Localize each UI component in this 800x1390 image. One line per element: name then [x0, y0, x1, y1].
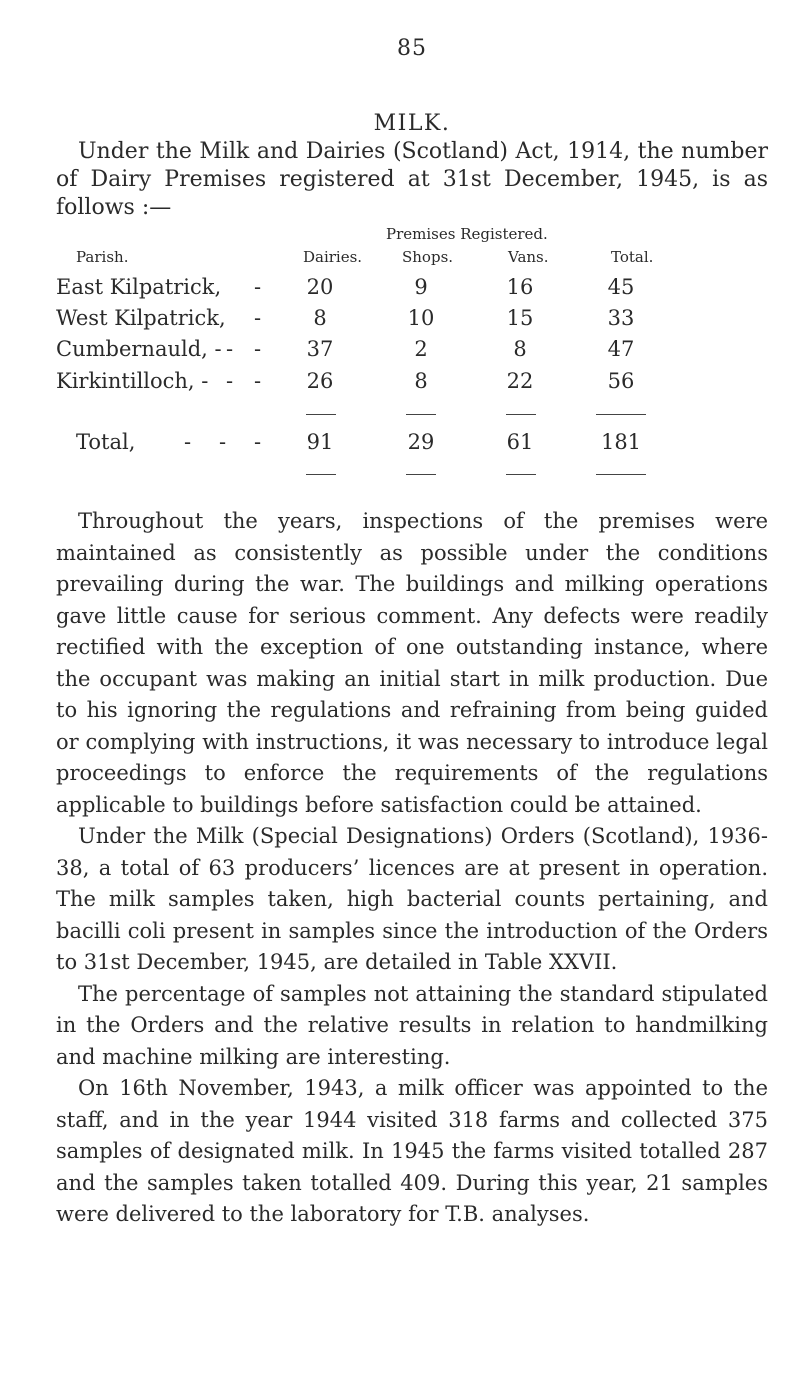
sum-rule [506, 474, 536, 475]
total-total: 181 [600, 430, 642, 454]
cell-shops: 2 [414, 337, 428, 361]
paragraph: Under the Milk (Special Designations) Orders (Scotland), 1936-38, a total of 63 producers’ licences are at present in operation. The milk samples taken, high bacterial counts pertaining, and bacilli coli present in samples since the introduction of the Orders to 31st December, 1945, are detailed in Table XXVII. [56, 824, 768, 974]
table-row [56, 275, 768, 305]
page-number: 85 [397, 36, 427, 61]
cell-dairies: 26 [306, 369, 334, 393]
table-header-total: Total. [611, 248, 654, 266]
total-label: Total, [76, 430, 136, 454]
leader-dash: - [254, 337, 262, 361]
cell-vans: 15 [506, 306, 534, 330]
cell-vans: 22 [506, 369, 534, 393]
sum-rule [406, 474, 436, 475]
intro-paragraph: Under the Milk and Dairies (Scotland) Act, 1914, the number of Dairy Premises registered at 31st December, 1945, is as follows :— [56, 139, 768, 220]
cell-vans: 8 [513, 337, 527, 361]
cell-total: 56 [607, 369, 635, 393]
cell-dairies: 8 [313, 306, 327, 330]
cell-shops: 9 [414, 275, 428, 299]
table-row [56, 337, 768, 367]
table-total-row [56, 430, 768, 460]
table-header-shops: Shops. [402, 248, 454, 266]
leader-dash: - [254, 306, 262, 330]
paragraph: Throughout the years, inspections of the premises were maintained as consistently as possible under the conditions prevailing during the war. The buildings and milking operations gave little cause for serious comment. Any defects were readily rectified with the exception of one outstanding instance, where the occupant was making an initial start in milk production. Due to his ignoring the regulations and refraining from being guided or complying with instructions, it was necessary to introduce legal proceedings to enforce the requirements of the regulations applicable to buildings before satisfaction could be attained. [56, 509, 768, 817]
table-header-parish: Parish. [76, 248, 129, 266]
cell-dairies: 37 [306, 337, 334, 361]
table-row [56, 369, 768, 399]
section-heading: MILK. [373, 111, 451, 136]
table-header-dairies: Dairies. [303, 248, 363, 266]
cell-total: 45 [607, 275, 635, 299]
cell-total: 33 [607, 306, 635, 330]
table-row [56, 306, 768, 336]
cell-vans: 16 [506, 275, 534, 299]
leader-dash: - [226, 337, 234, 361]
parish-name: East Kilpatrick, [56, 275, 222, 299]
table-header-vans: Vans. [508, 248, 549, 266]
body-text [56, 506, 768, 1231]
table-group-header: Premises Registered. [386, 225, 548, 243]
parish-name: West Kilpatrick, [56, 306, 226, 330]
leader-dash: - [254, 430, 262, 454]
cell-shops: 8 [414, 369, 428, 393]
sum-rule [306, 414, 336, 415]
cell-dairies: 20 [306, 275, 334, 299]
paragraph: On 16th November, 1943, a milk officer was appointed to the staff, and in the year 1944 visited 318 farms and collected 375 samples of designated milk. In 1945 the farms visited totalled 287 and the samples taken totalled 409. During this year, 21 samples were delivered to the laboratory for T.B. analyses. [56, 1076, 768, 1226]
leader-dash: - [184, 430, 192, 454]
total-dairies: 91 [306, 430, 334, 454]
cell-total: 47 [607, 337, 635, 361]
leader-dash: - [254, 369, 262, 393]
paragraph: The percentage of samples not attaining the standard stipulated in the Orders and the relative results in relation to handmilking and machine milking are interesting. [56, 981, 768, 1069]
sum-rule [596, 474, 646, 475]
leader-dash: - [219, 430, 227, 454]
total-vans: 61 [506, 430, 534, 454]
sum-rule [596, 414, 646, 415]
cell-shops: 10 [407, 306, 435, 330]
sum-rule [506, 414, 536, 415]
leader-dash: - [254, 275, 262, 299]
sum-rule [306, 474, 336, 475]
parish-name: Cumbernauld, - [56, 337, 222, 361]
total-shops: 29 [407, 430, 435, 454]
leader-dash: - [226, 369, 234, 393]
sum-rule [406, 414, 436, 415]
parish-name: Kirkintilloch, - [56, 369, 209, 393]
